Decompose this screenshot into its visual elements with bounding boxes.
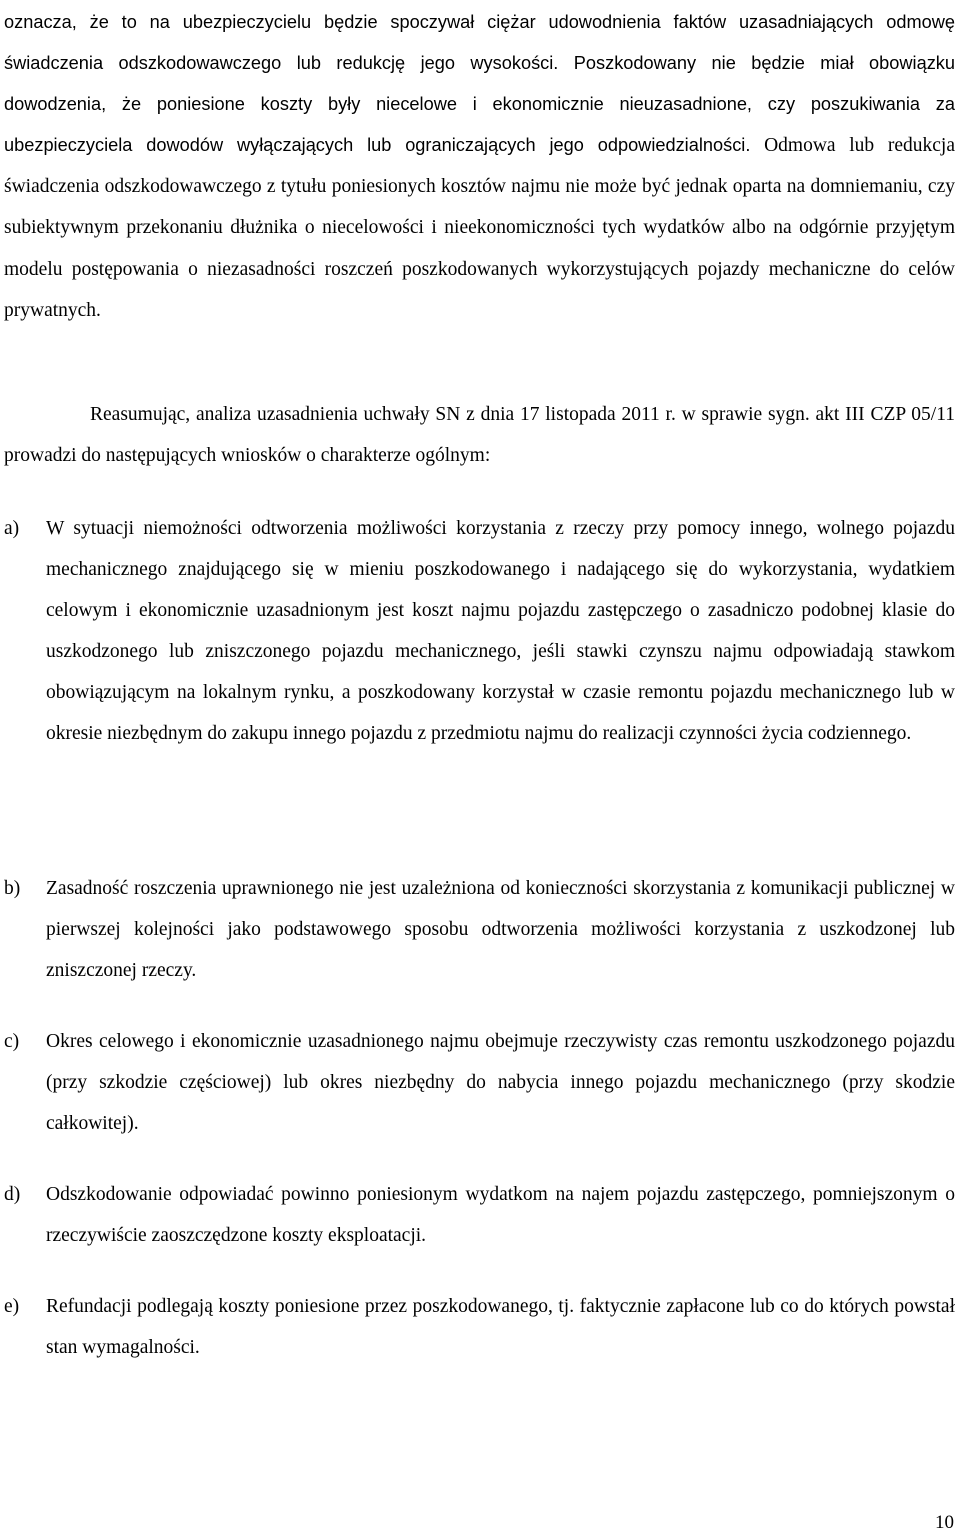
page-number: 10 — [935, 1512, 954, 1533]
conclusion-item-e — [4, 1286, 955, 1368]
paragraph-sans-text: oznacza, że to na ubezpieczycielu będzie spoczywał ciężar udowodnienia faktów uzasadniających odmowę świadczenia odszkodowawczego lub redukcję jego wysokości. Poszkodowany nie będzie miał obowiązku dowodzenia, że poniesione koszty były niecelowe i ekonomicznie nieuzasadnione, czy poszukiwania za ubezpieczyciela dowodów wyłączających lub ograniczających jego odpowiedzialności. — [4, 12, 955, 156]
conclusion-label: b) — [4, 878, 21, 899]
conclusion-label: e) — [4, 1296, 20, 1317]
conclusion-item-c — [4, 1021, 955, 1144]
paragraph-serif-text: Odmowa lub redukcja świadczenia odszkodowawczego z tytułu poniesionych kosztów najmu nie może być jednak oparta na domniemaniu, czy subiektywnym przekonaniu dłużnika o niecelowości i nieekonomiczności tych wydatków albo na odgórnie przyjętym modelu postępowania o niezasadności roszczeń poszkodowanych wykorzystujących pojazdy mechaniczne do celów prywatnych. — [4, 135, 955, 321]
conclusion-text: Odszkodowanie odpowiadać powinno poniesionym wydatkom na najem pojazdu zastępczego, pomniejszonym o rzeczywiście zaoszczędzone koszty eksploatacji. — [46, 1184, 955, 1247]
conclusion-text: Okres celowego i ekonomicznie uzasadnionego najmu obejmuje rzeczywisty czas remontu uszkodzonego pojazdu (przy szkodzie częściowej) lub okres niezbędny do nabycia innego pojazdu mechanicznego (przy skodzie całkowitej). — [46, 1031, 955, 1135]
conclusion-item-a — [4, 508, 955, 755]
conclusion-item-d — [4, 1174, 955, 1256]
conclusion-item-b — [4, 868, 955, 991]
conclusion-label: a) — [4, 518, 20, 539]
conclusion-label: c) — [4, 1031, 20, 1052]
paragraph-burden-of-proof — [4, 2, 955, 331]
conclusion-text: Zasadność roszczenia uprawnionego nie jest uzależniona od konieczności skorzystania z komunikacji publicznej w pierwszej kolejności jako podstawowego sposobu odtworzenia możliwości korzystania z uszkodzonej lub zniszczonej rzeczy. — [46, 878, 955, 982]
paragraph-summary: Reasumując, analiza uzasadnienia uchwały SN z dnia 17 listopada 2011 r. w sprawie sygn. akt III CZP 05/11 prowadzi do następujących wniosków o charakterze ogólnym: — [4, 404, 955, 467]
conclusion-text: W sytuacji niemożności odtworzenia możliwości korzystania z rzeczy przy pomocy innego, wolnego pojazdu mechanicznego znajdującego się w mieniu poszkodowanego i nadającego się do wykorzystania, wydatkiem celowym i ekonomicznie uzasadnionym jest koszt najmu pojazdu zastępczego o zasadniczo podobnej klasie do uszkodzonego lub zniszczonego pojazdu mechanicznego, jeśli stawki czynszu najmu odpowiadają stawkom obowiązującym na lokalnym rynku, a poszkodowany korzystał w czasie remontu pojazdu mechanicznego lub w okresie niezbędnym do zakupu innego pojazdu z przedmiotu najmu do realizacji czynności życia codziennego. — [46, 518, 955, 745]
conclusion-label: d) — [4, 1184, 21, 1205]
conclusion-text: Refundacji podlegają koszty poniesione przez poszkodowanego, tj. faktycznie zapłacone lub co do których powstał stan wymagalności. — [46, 1296, 955, 1359]
